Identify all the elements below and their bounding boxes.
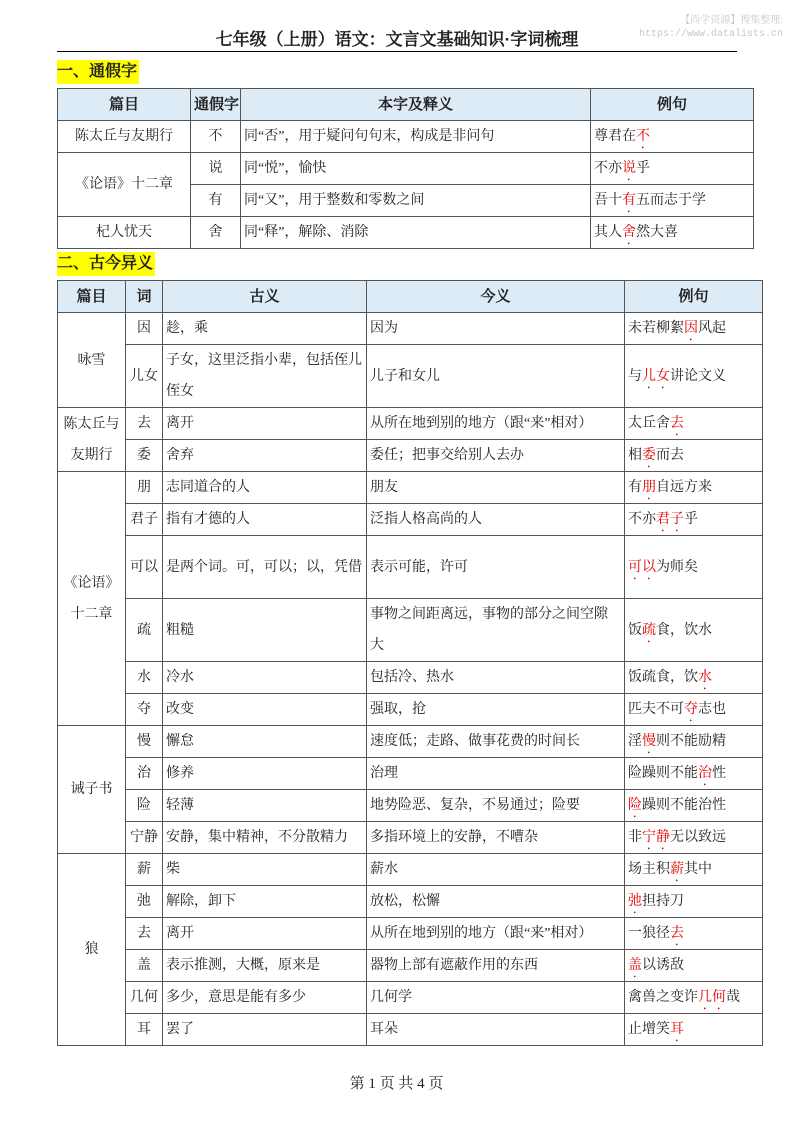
example-text: 为师矣 xyxy=(656,559,698,575)
ancient-meaning-cell: 罢了 xyxy=(163,1014,367,1046)
table-row xyxy=(58,440,763,472)
meaning-cell: 同“否”，用于疑问句句末，构成是非问句 xyxy=(241,121,591,153)
modern-meaning-cell: 从所在地到别的地方（跟“来”相对） xyxy=(367,918,625,950)
example-text: 乎 xyxy=(684,512,698,527)
table-row xyxy=(58,217,754,249)
text-title-cell: 咏雪 xyxy=(58,313,126,408)
word-cell: 慢 xyxy=(126,726,163,758)
word-cell: 几何 xyxy=(126,982,163,1014)
highlighted-word: 君子 xyxy=(656,512,684,527)
highlighted-word: 委 xyxy=(642,448,656,463)
example-cell xyxy=(625,886,763,918)
example-text: 风起 xyxy=(698,321,726,336)
highlighted-word: 朋 xyxy=(642,480,656,495)
table-row xyxy=(58,886,763,918)
modern-meaning-cell: 表示可能，许可 xyxy=(367,536,625,599)
example-text: 禽兽之变诈 xyxy=(628,990,698,1005)
modern-meaning-cell: 包括冷、热水 xyxy=(367,662,625,694)
word-cell: 盖 xyxy=(126,950,163,982)
modern-meaning-cell: 事物之间距离远，事物的部分之间空隙大 xyxy=(367,599,625,662)
word-cell: 去 xyxy=(126,918,163,950)
modern-meaning-cell: 儿子和女儿 xyxy=(367,345,625,408)
ancient-meaning-cell: 柴 xyxy=(163,854,367,886)
example-cell xyxy=(625,1014,763,1046)
table-row xyxy=(58,854,763,886)
ancient-meaning-cell: 修养 xyxy=(163,758,367,790)
column-header: 例句 xyxy=(591,89,754,121)
example-cell xyxy=(625,504,763,536)
page-title: 七年级（上册）语文：文言文基础知识·字词梳理 xyxy=(215,30,579,49)
example-cell xyxy=(625,854,763,886)
section-heading-tongjiazi: 一、通假字 xyxy=(57,60,139,84)
modern-meaning-cell: 多指环境上的安静，不嘈杂 xyxy=(367,822,625,854)
table-row xyxy=(58,504,763,536)
highlighted-word: 去 xyxy=(670,926,684,941)
text-title-cell: 陈太丘与友期行 xyxy=(58,121,191,153)
example-cell xyxy=(625,662,763,694)
example-cell xyxy=(625,536,763,599)
ancient-meaning-cell: 粗糙 xyxy=(163,599,367,662)
column-header: 古义 xyxy=(163,281,367,313)
example-text: 险躁则不能 xyxy=(628,766,698,781)
highlighted-word: 盖 xyxy=(628,958,642,973)
word-cell: 弛 xyxy=(126,886,163,918)
modern-meaning-cell: 从所在地到别的地方（跟“来”相对） xyxy=(367,408,625,440)
table-header-row xyxy=(58,281,763,313)
example-text: 志也 xyxy=(698,702,726,717)
highlighted-word: 慢 xyxy=(642,734,656,749)
example-text: 一狼径 xyxy=(628,926,670,941)
example-cell xyxy=(625,440,763,472)
example-text: 太丘舍 xyxy=(628,416,670,431)
watermark-line1: 【尚学资源】搜集整理: xyxy=(680,15,783,26)
modern-meaning-cell: 薪水 xyxy=(367,854,625,886)
highlighted-word: 宁静 xyxy=(642,830,670,845)
table-row xyxy=(58,153,754,185)
tongjia-char-cell: 舍 xyxy=(191,217,241,249)
text-title-cell: 《论语》十二章 xyxy=(58,472,126,726)
example-cell xyxy=(625,790,763,822)
highlighted-word: 舍 xyxy=(622,225,636,240)
page-footer: 第 1 页 共 4 页 xyxy=(349,1076,444,1092)
example-text: 相 xyxy=(628,448,642,463)
word-cell: 薪 xyxy=(126,854,163,886)
example-text: 不亦 xyxy=(628,512,656,527)
example-text: 讲论文义 xyxy=(670,368,726,384)
highlighted-word: 几何 xyxy=(698,990,726,1005)
table-row xyxy=(58,790,763,822)
highlighted-word: 因 xyxy=(684,321,698,336)
ancient-meaning-cell: 舍弃 xyxy=(163,440,367,472)
table-row xyxy=(58,662,763,694)
modern-meaning-cell: 速度低；走路、做事花费的时间长 xyxy=(367,726,625,758)
word-cell: 朋 xyxy=(126,472,163,504)
table-row xyxy=(58,313,763,345)
modern-meaning-cell: 器物上部有遮蔽作用的东西 xyxy=(367,950,625,982)
example-cell xyxy=(591,121,754,153)
ancient-meaning-cell: 离开 xyxy=(163,408,367,440)
highlighted-word: 不 xyxy=(636,129,650,144)
ancient-meaning-cell: 表示推测，大概，原来是 xyxy=(163,950,367,982)
example-cell xyxy=(625,313,763,345)
example-text: 匹夫不可 xyxy=(628,702,684,717)
modern-meaning-cell: 朋友 xyxy=(367,472,625,504)
word-cell: 险 xyxy=(126,790,163,822)
text-title-cell: 陈太丘与友期行 xyxy=(58,408,126,472)
modern-meaning-cell: 几何学 xyxy=(367,982,625,1014)
example-text: 不亦 xyxy=(594,161,622,176)
ancient-meaning-cell: 指有才德的人 xyxy=(163,504,367,536)
example-cell xyxy=(591,153,754,185)
word-cell: 可以 xyxy=(126,536,163,599)
word-cell: 夺 xyxy=(126,694,163,726)
ancient-meaning-cell: 解除，卸下 xyxy=(163,886,367,918)
column-header: 例句 xyxy=(625,281,763,313)
table-row xyxy=(58,726,763,758)
ancient-meaning-cell: 改变 xyxy=(163,694,367,726)
highlighted-word: 耳 xyxy=(670,1022,684,1037)
highlighted-word: 可以 xyxy=(628,559,656,575)
table-row xyxy=(58,345,763,408)
tongjiazi-table xyxy=(57,88,754,249)
example-text: 担持刀 xyxy=(642,894,684,909)
word-cell: 水 xyxy=(126,662,163,694)
tongjia-char-cell: 说 xyxy=(191,153,241,185)
word-cell: 因 xyxy=(126,313,163,345)
gujinyiyi-table xyxy=(57,280,763,1046)
column-header: 篇目 xyxy=(58,89,191,121)
highlighted-word: 弛 xyxy=(628,894,642,909)
ancient-meaning-cell: 多少，意思是能有多少 xyxy=(163,982,367,1014)
example-cell xyxy=(591,185,754,217)
highlighted-word: 去 xyxy=(670,416,684,431)
table-row xyxy=(58,408,763,440)
example-cell xyxy=(625,982,763,1014)
table-row xyxy=(58,121,754,153)
highlighted-word: 有 xyxy=(622,193,636,208)
table-header-row xyxy=(58,89,754,121)
ancient-meaning-cell: 志同道合的人 xyxy=(163,472,367,504)
meaning-cell: 同“释”，解除、消除 xyxy=(241,217,591,249)
word-cell: 君子 xyxy=(126,504,163,536)
example-cell xyxy=(625,726,763,758)
example-text: 性 xyxy=(712,766,726,781)
text-title-cell: 诫子书 xyxy=(58,726,126,854)
highlighted-word: 儿女 xyxy=(642,368,670,384)
example-text: 然大喜 xyxy=(636,225,678,240)
ancient-meaning-cell: 子女，这里泛指小辈，包括侄儿侄女 xyxy=(163,345,367,408)
example-text: 而去 xyxy=(656,448,684,463)
example-cell xyxy=(625,950,763,982)
example-text: 尊君在 xyxy=(594,129,636,144)
column-header: 词 xyxy=(126,281,163,313)
modern-meaning-cell: 耳朵 xyxy=(367,1014,625,1046)
table-row xyxy=(58,536,763,599)
example-text: 自远方来 xyxy=(656,480,712,495)
table-row xyxy=(58,694,763,726)
example-text: 非 xyxy=(628,830,642,845)
highlighted-word: 说 xyxy=(622,161,636,176)
example-text: 以诱敌 xyxy=(642,958,684,973)
modern-meaning-cell: 委任；把事交给别人去办 xyxy=(367,440,625,472)
example-text: 无以致远 xyxy=(670,830,726,845)
ancient-meaning-cell: 趁，乘 xyxy=(163,313,367,345)
modern-meaning-cell: 治理 xyxy=(367,758,625,790)
example-text: 乎 xyxy=(636,161,650,176)
highlighted-word: 疏 xyxy=(642,622,656,638)
ancient-meaning-cell: 冷水 xyxy=(163,662,367,694)
example-cell xyxy=(625,918,763,950)
section-heading-gujinyiyi: 二、古今异义 xyxy=(57,252,155,276)
meaning-cell: 同“又”，用于整数和零数之间 xyxy=(241,185,591,217)
example-text: 则不能励精 xyxy=(656,734,726,749)
column-header: 本字及释义 xyxy=(241,89,591,121)
modern-meaning-cell: 泛指人格高尚的人 xyxy=(367,504,625,536)
modern-meaning-cell: 强取，抢 xyxy=(367,694,625,726)
example-cell xyxy=(625,599,763,662)
example-cell xyxy=(625,822,763,854)
table-row xyxy=(58,982,763,1014)
watermark-url: https://www.datalists.cn xyxy=(638,29,783,40)
word-cell: 治 xyxy=(126,758,163,790)
example-cell xyxy=(591,217,754,249)
table-row xyxy=(58,599,763,662)
table-row xyxy=(58,822,763,854)
table-row xyxy=(58,1014,763,1046)
example-text: 食，饮水 xyxy=(656,622,712,638)
ancient-meaning-cell: 是两个词。可，可以；以，凭借 xyxy=(163,536,367,599)
example-text: 有 xyxy=(628,480,642,495)
tongjia-char-cell: 不 xyxy=(191,121,241,153)
tongjia-char-cell: 有 xyxy=(191,185,241,217)
example-cell xyxy=(625,345,763,408)
ancient-meaning-cell: 懈怠 xyxy=(163,726,367,758)
word-cell: 儿女 xyxy=(126,345,163,408)
table-row xyxy=(58,758,763,790)
modern-meaning-cell: 放松，松懈 xyxy=(367,886,625,918)
highlighted-word: 夺 xyxy=(684,702,698,717)
example-text: 淫 xyxy=(628,734,642,749)
modern-meaning-cell: 因为 xyxy=(367,313,625,345)
ancient-meaning-cell: 安静，集中精神，不分散精力 xyxy=(163,822,367,854)
example-text: 吾十 xyxy=(594,193,622,208)
meaning-cell: 同“悦”，愉快 xyxy=(241,153,591,185)
word-cell: 疏 xyxy=(126,599,163,662)
column-header: 篇目 xyxy=(58,281,126,313)
example-cell xyxy=(625,694,763,726)
example-cell xyxy=(625,472,763,504)
example-text: 其中 xyxy=(684,862,712,877)
example-text: 躁则不能治性 xyxy=(642,798,726,813)
text-title-cell: 杞人忧天 xyxy=(58,217,191,249)
example-text: 与 xyxy=(628,368,642,384)
text-title-cell: 《论语》十二章 xyxy=(58,153,191,217)
example-text: 未若柳絮 xyxy=(628,321,684,336)
example-cell xyxy=(625,758,763,790)
table-row xyxy=(58,918,763,950)
example-text: 其人 xyxy=(594,225,622,240)
ancient-meaning-cell: 离开 xyxy=(163,918,367,950)
word-cell: 去 xyxy=(126,408,163,440)
example-text: 饭疏食，饮 xyxy=(628,670,698,685)
example-text: 哉 xyxy=(726,990,740,1005)
table-row xyxy=(58,950,763,982)
example-text: 五而志于学 xyxy=(636,193,706,208)
highlighted-word: 薪 xyxy=(670,862,684,877)
ancient-meaning-cell: 轻薄 xyxy=(163,790,367,822)
example-text: 止增笑 xyxy=(628,1022,670,1037)
example-text: 饭 xyxy=(628,622,642,638)
word-cell: 委 xyxy=(126,440,163,472)
word-cell: 宁静 xyxy=(126,822,163,854)
example-cell xyxy=(625,408,763,440)
highlighted-word: 险 xyxy=(628,798,642,813)
column-header: 通假字 xyxy=(191,89,241,121)
title-rule xyxy=(57,51,737,52)
modern-meaning-cell: 地势险恶、复杂，不易通过；险要 xyxy=(367,790,625,822)
column-header: 今义 xyxy=(367,281,625,313)
table-row xyxy=(58,472,763,504)
example-text: 场主积 xyxy=(628,862,670,877)
word-cell: 耳 xyxy=(126,1014,163,1046)
text-title-cell: 狼 xyxy=(58,854,126,1046)
highlighted-word: 治 xyxy=(698,766,712,781)
highlighted-word: 水 xyxy=(698,670,712,685)
